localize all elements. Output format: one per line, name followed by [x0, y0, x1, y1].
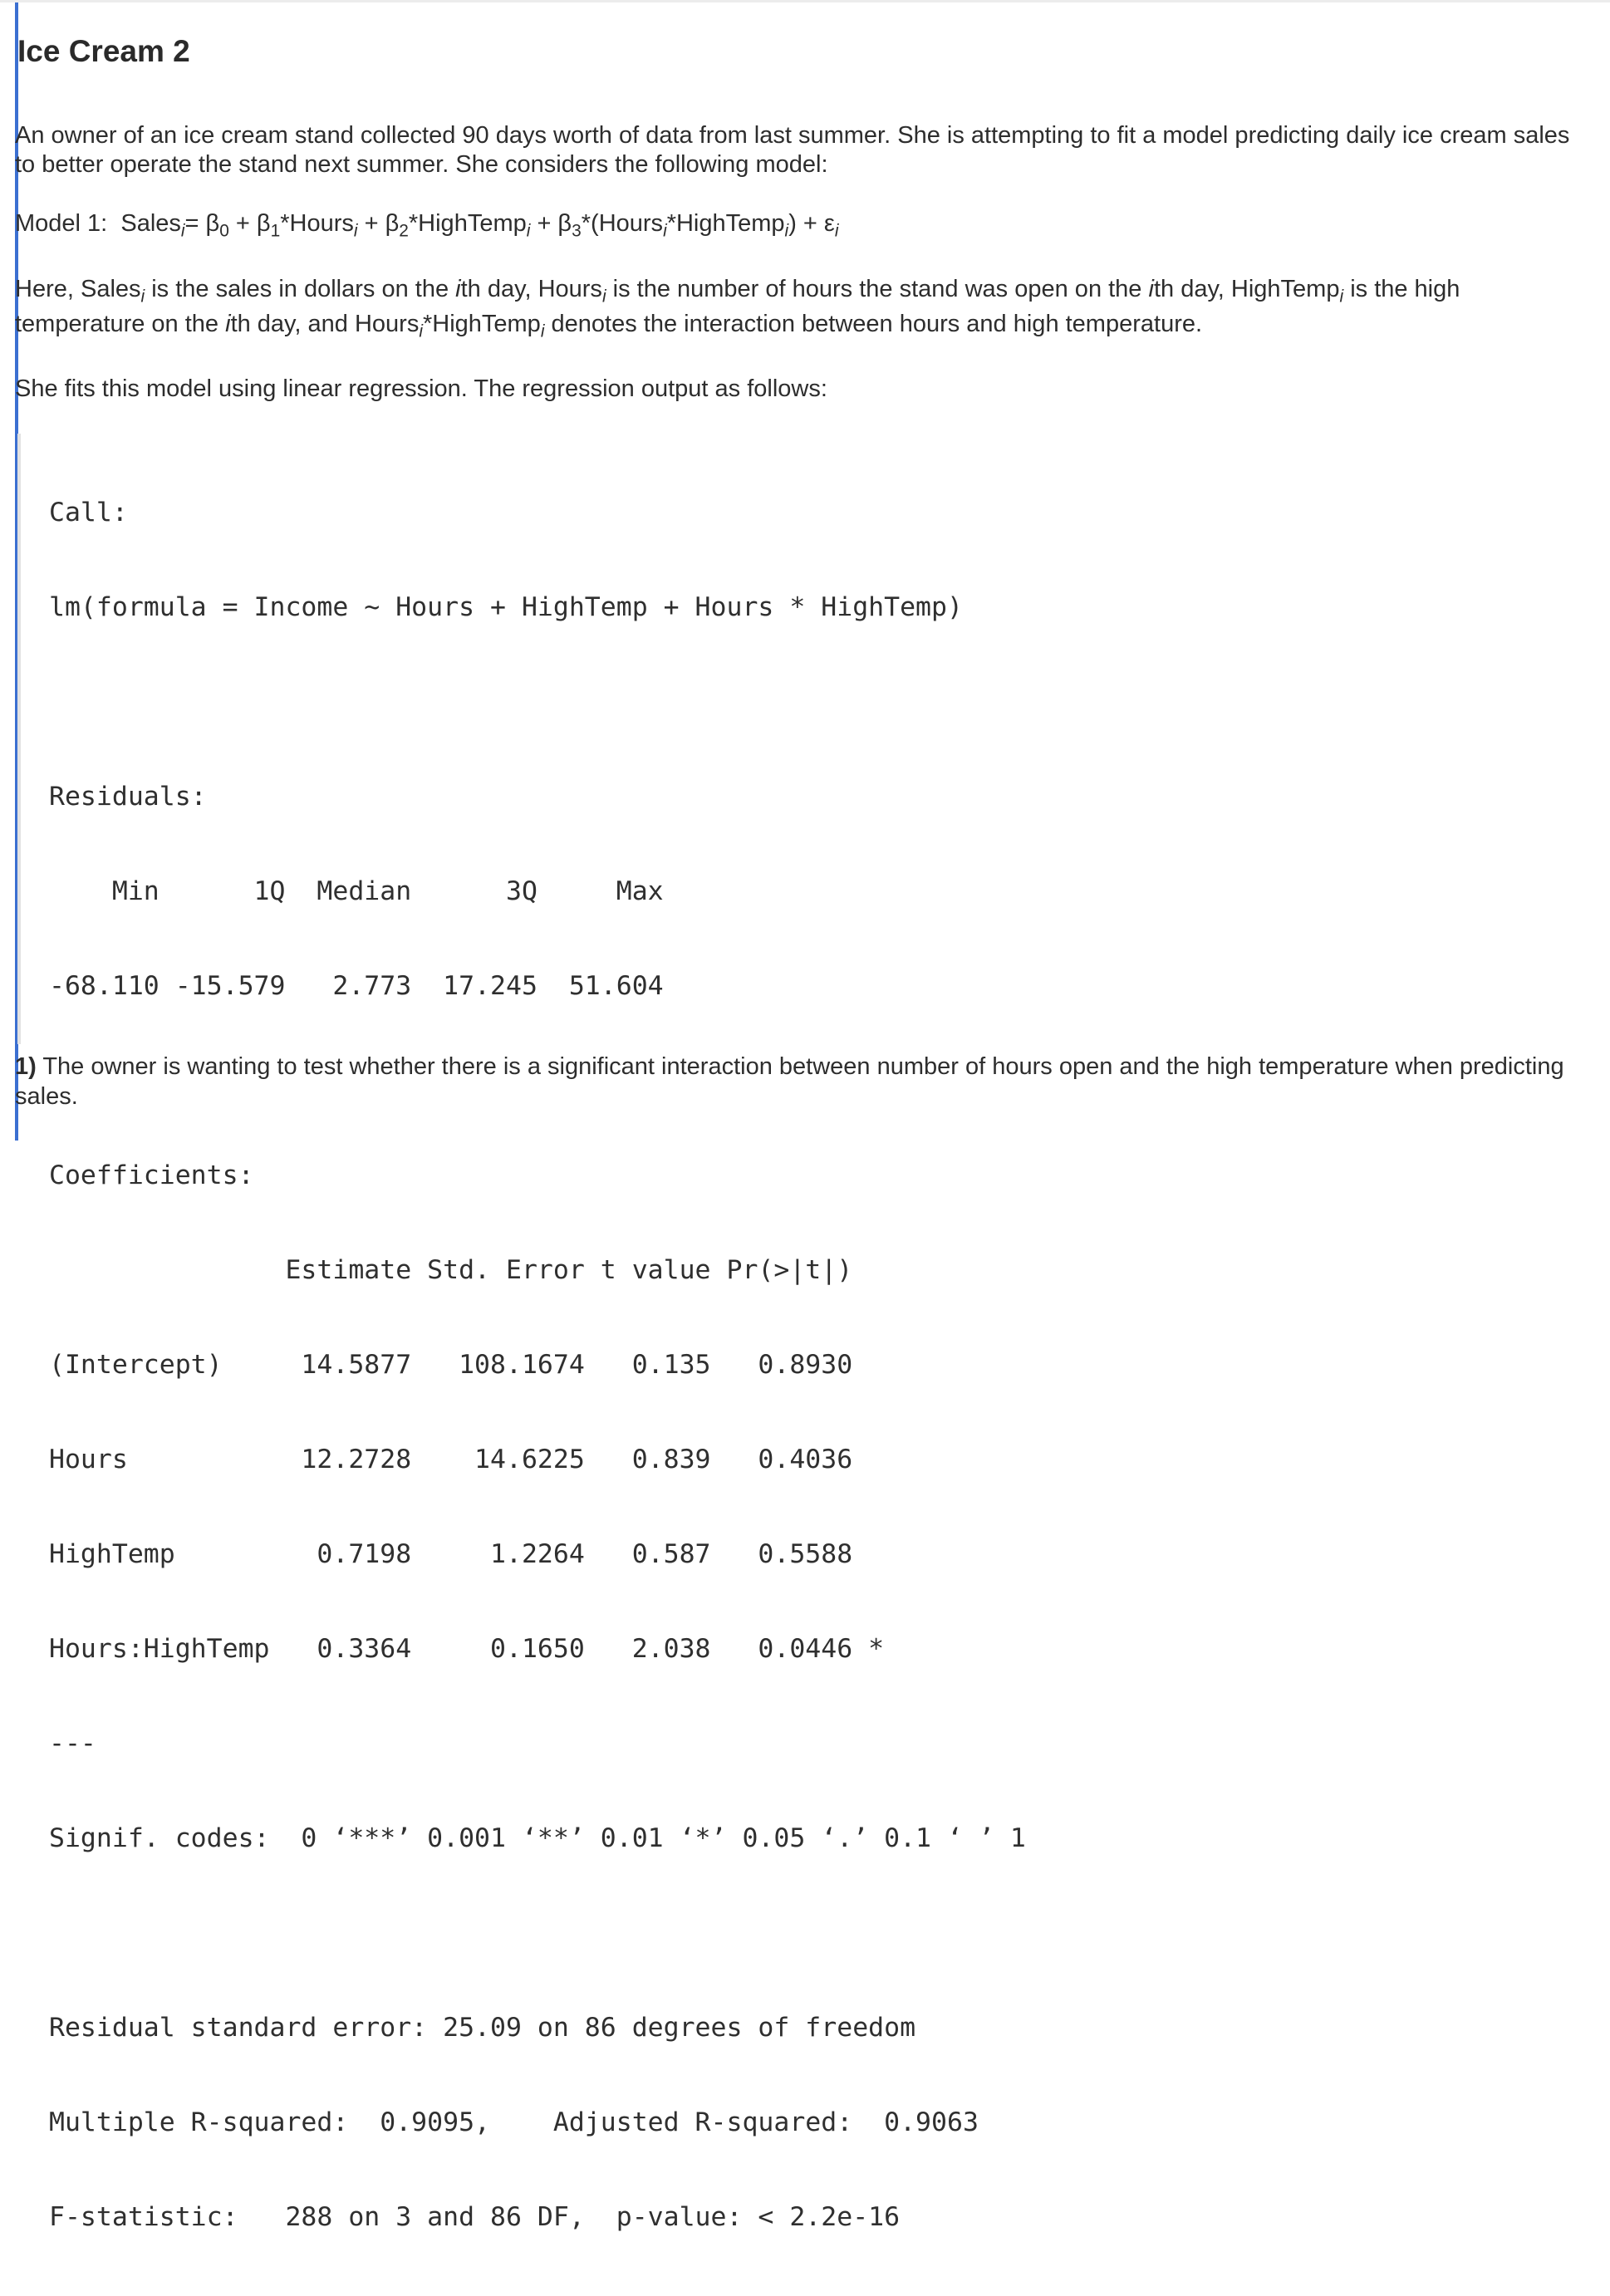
- regression-line: Hours 12.2728 14.6225 0.839 0.4036: [49, 1445, 853, 1474]
- intro-paragraph: An owner of an ice cream stand collected 90 days worth of data from last summer. She is attempting to fit a model predicting daily ice cream sales to better operate the stand next summer. She considers the following model:: [15, 122, 1570, 179]
- question-content: [15, 25, 1593, 404]
- regression-line: Residual standard error: 25.09 on 86 degrees of freedom: [49, 2013, 916, 2043]
- regression-line: -68.110 -15.579 2.773 17.245 51.604: [49, 971, 664, 1001]
- regression-line: Signif. codes: 0 ‘***’ 0.001 ‘**’ 0.01 ‘*’ 0.05 ‘.’ 0.1 ‘ ’ 1: [49, 1823, 1026, 1853]
- regression-line: Coefficients:: [49, 1160, 254, 1190]
- regression-line: lm(formula = Income ~ Hours + HighTemp + Hours * HighTemp): [49, 592, 963, 622]
- question-1: [15, 1052, 1577, 1112]
- question-number: 1): [15, 1053, 37, 1080]
- question-text: The owner is wanting to test whether there is a significant interaction between number of hours open and the high temperature when predicting sales.: [15, 1053, 1564, 1111]
- model-equation: Model 1: Sales$_i$= $\beta_0$ + $\beta_1*Hours_i$ + $\beta_2*HighTemp_i$ + $\beta_3*(Hours_i*HighTemp_i) + \varepsilon_i$: [15, 209, 839, 241]
- top-rule: [0, 0, 1610, 2]
- page-title: Ice Cream 2: [17, 34, 190, 68]
- regression-line: Multiple R-squared: 0.9095, Adjusted R-squared: 0.9063: [49, 2107, 979, 2137]
- regression-line: ---: [49, 1729, 96, 1759]
- regression-line: HighTemp 0.7198 1.2264 0.587 0.5588: [49, 1539, 853, 1569]
- definitions-paragraph: Here, Sales$_i$ is the sales in dollars on the ith day, Hours$_i$ is the number of hours the stand was open on the ith day, HighTemp$_i$ is the high temperature on the ith day, and Hours$_i$*HighTemp$_i$ denotes the interaction between hours and high temperature.: [15, 275, 1460, 341]
- model-label: Model 1:: [15, 209, 108, 237]
- regression-line: Min 1Q Median 3Q Max: [49, 876, 664, 906]
- regression-line: (Intercept) 14.5877 108.1674 0.135 0.8930: [49, 1350, 853, 1380]
- regression-line: Estimate Std. Error t value Pr(>|t|): [49, 1255, 853, 1285]
- regression-line: Call:: [49, 498, 128, 527]
- regression-line: Hours:HighTemp 0.3364 0.1650 2.038 0.0446 *: [49, 1634, 885, 1664]
- regression-line: [49, 1917, 1026, 1949]
- regression-line: F-statistic: 288 on 3 and 86 DF, p-value: < 2.2e-16: [49, 2202, 901, 2232]
- regression-output: [49, 434, 1026, 2296]
- regression-line: Residuals:: [49, 782, 207, 812]
- regression-line: [49, 686, 1026, 718]
- fits-paragraph: She fits this model using linear regression. The regression output as follows:: [15, 375, 827, 402]
